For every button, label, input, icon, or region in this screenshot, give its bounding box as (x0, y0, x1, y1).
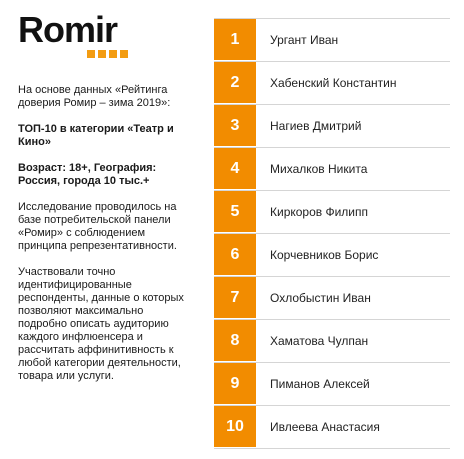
ranking-row (214, 406, 450, 449)
method-text: Исследование проводилось на базе потребительской панели «Ромир» с соблюдением принципа репрезентативности. (18, 201, 177, 252)
ranking-row (214, 320, 450, 363)
person-name: Пиманов Алексей (270, 377, 370, 391)
rank-badge: 9 (214, 363, 256, 404)
rank-badge: 4 (214, 148, 256, 189)
person-name: Михалков Никита (270, 162, 368, 176)
ranking-row (214, 148, 450, 191)
person-name: Нагиев Дмитрий (270, 119, 362, 133)
ranking-list (214, 18, 450, 449)
ranking-row (214, 277, 450, 320)
logo-dot (87, 50, 95, 58)
rank-badge: 5 (214, 191, 256, 232)
ranking-row (214, 18, 450, 62)
intro-text: На основе данных «Рейтинга доверия Ромир – зима 2019»: (18, 84, 171, 109)
audience-text: Возраст: 18+, География: Россия, города 10 тыс.+ (18, 162, 157, 187)
person-name: Хаматова Чулпан (270, 334, 369, 348)
ranking-row (214, 105, 450, 148)
person-name: Ургант Иван (270, 33, 339, 47)
rank-badge: 2 (214, 62, 256, 103)
rank-badge: 6 (214, 234, 256, 275)
rank-badge: 1 (214, 19, 256, 60)
logo-dot (120, 50, 128, 58)
person-name: Ивлеева Анастасия (270, 420, 380, 434)
participants-text: Участвовали точно идентифицированные респонденты, данные о которых позволяют максимально подробно описать аудиторию каждого инфлюенсера и рассчитать аффинитивность к любой категории деятельности, товара или услуги. (18, 266, 184, 382)
logo-dots (87, 50, 128, 58)
person-name: Хабенский Константин (270, 76, 397, 90)
logo-dot (98, 50, 106, 58)
romir-logo (18, 10, 128, 62)
ranking-row (214, 363, 450, 406)
rank-badge: 7 (214, 277, 256, 318)
rank-badge: 10 (214, 406, 256, 447)
person-name: Охлобыстин Иван (270, 291, 371, 305)
rank-badge: 8 (214, 320, 256, 361)
logo-wordmark: Romir (18, 9, 118, 50)
person-name: Киркоров Филипп (270, 205, 369, 219)
ranking-row (214, 234, 450, 277)
rank-badge: 3 (214, 105, 256, 146)
ranking-row (214, 62, 450, 105)
description-panel (18, 84, 188, 396)
category-title: ТОП-10 в категории «Театр и Кино» (18, 123, 174, 148)
logo-dot (109, 50, 117, 58)
ranking-row (214, 191, 450, 234)
person-name: Корчевников Борис (270, 248, 379, 262)
